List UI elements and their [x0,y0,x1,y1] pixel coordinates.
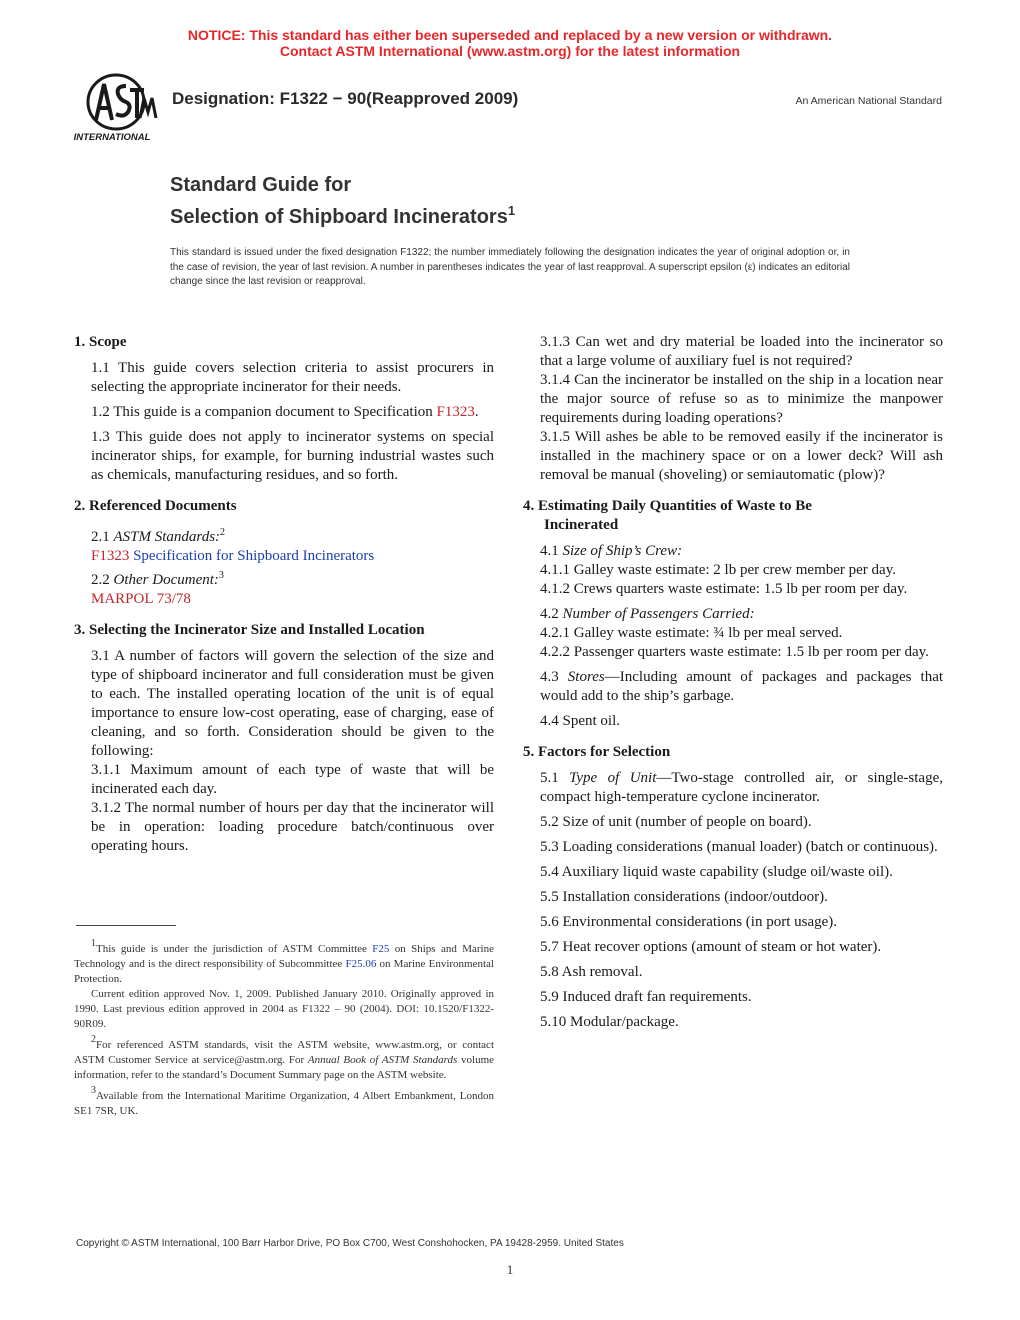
section-4-heading [523,497,943,535]
para-2-1-label: ASTM Standards: [113,529,221,545]
notice-line-1: NOTICE: This standard has either been superseded and replaced by a new version or withdrawn. [187,27,833,43]
para-5-1 [523,769,943,807]
para-4-2-1: 4.2.1 Galley waste estimate: ¾ lb per meal served. [540,625,843,641]
footnote-1-a: This guide is under the jurisdiction of ASTM Committee [96,943,373,955]
para-4-2-label: Number of Passengers Carried: [562,606,755,622]
ref-f1323-title[interactable]: Specification for Shipboard Incinerators [129,548,375,564]
para-4-3-text: —Including amount of packages and packages that would add to the ship’s garbage. [540,669,944,704]
para-4-4: 4.4 Spent oil. [540,713,621,729]
footnote-2 [74,1032,494,1083]
title-footnote-mark: 1 [507,203,516,218]
para-1-2-text: 1.2 This guide is a companion document to Specification [91,404,437,420]
footnote-divider [76,925,176,926]
footnote-2-mark: 2 [91,1034,96,1045]
para-5-1-label: Type of Unit [569,770,657,786]
footnote-3-mark: 3 [91,1085,96,1096]
para-5-1-text: —Two-stage controlled air, or single-stage, compact high-temperature cyclone incinerator. [540,770,943,805]
para-3-1: 3.1 A number of factors will govern the selection of the size and type of shipboard incinerator and full consideration must be given to each. The installed operating location of the unit is of equal importance to ensure low-cost operating, ease of charging, ease of cleaning, and so forth. Consideration should be given to the following: [91,648,494,759]
footnote-1-edition: Current edition approved Nov. 1, 2009. Published January 2010. Originally approved in 1990. Last previous edition approved in 2004 as F1322 – 90 (2004). DOI: 10.1520/F1322-90R09. [74,988,494,1030]
para-1-1: 1.1 This guide covers selection criteria to assist procurers in selecting the appropriate incinerator for their needs. [91,360,494,395]
para-4-1 [523,542,943,561]
footnote-1 [74,936,494,987]
footnote-1-b: on Ships and Marine Technology and is the direct responsibility of Subcommittee [74,943,494,970]
section-4-heading-l1: 4. Estimating Daily Quantities of Waste to Be [523,498,812,514]
para-4-2-2: 4.2.2 Passenger quarters waste estimate: 1.5 lb per room per day. [540,644,929,660]
para-2-1-num: 2.1 [91,529,114,545]
para-2-2 [74,566,494,590]
para-4-2 [523,605,943,624]
notice-line-2: Contact ASTM International (www.astm.org) for the latest information [279,43,741,59]
para-4-2-num: 4.2 [540,606,563,622]
para-4-3-num: 4.3 [540,669,568,685]
footnote-1-mark: 1 [91,938,96,949]
para-4-3 [523,668,943,706]
astm-logo [68,72,166,144]
ref-f1323-code[interactable]: F1323 [91,548,130,564]
footnote-2-italic: Annual Book of ASTM Standards [307,1054,458,1066]
para-1-2-end: . [474,404,479,420]
footnote-3 [74,1083,494,1119]
ref-marpol[interactable] [74,590,494,609]
footnote-2-a: For referenced ASTM standards, visit the ASTM website, www.astm.org, or contact ASTM Customer Service at service@astm.org. For [74,1039,494,1066]
para-3-1-3: 3.1.3 Can wet and dry material be loaded into the incinerator so that a large volume of auxiliary fuel is not required? [540,334,943,369]
title-line-1: Standard Guide for [170,174,352,196]
para-4-1-2: 4.1.2 Crews quarters waste estimate: 1.5 lb per room per day. [540,581,908,597]
withdrawal-notice [0,27,1020,59]
para-4-3-label: Stores [567,669,605,685]
f1323-link[interactable]: F1323 [436,404,475,420]
footnote-1-c: on Marine Environmental Protection. [74,958,494,985]
copyright: Copyright © ASTM International, 100 Barr Harbor Drive, PO Box C700, West Conshohocken, PA 19428-2959. United States [76,1238,624,1249]
para-2-2-sup: 3 [218,570,224,581]
para-4-1-num: 4.1 [540,543,563,559]
ref-f1323[interactable] [74,547,494,566]
para-1-3: 1.3 This guide does not apply to incinerator systems on special incinerator ships, for example, for burning industrial wastes such as chemicals, manufacturing residues, and so forth. [91,429,494,483]
f25-link[interactable]: F25 [372,943,390,955]
para-4-1-1: 4.1.1 Galley waste estimate: 2 lb per crew member per day. [540,562,896,578]
document-title [170,172,515,230]
right-column [523,333,943,1038]
para-3-1-1: 3.1.1 Maximum amount of each type of waste that will be incinerated each day. [91,762,494,797]
title-line-2 [170,198,515,230]
para-5-9: 5.9 Induced draft fan requirements. [540,989,752,1005]
para-5-3: 5.3 Loading considerations (manual loader) (batch or continuous). [540,839,938,855]
page-number: 1 [506,1262,514,1277]
section-3-heading: 3. Selecting the Incinerator Size and Installed Location [74,622,425,638]
section-1-heading: 1. Scope [74,334,127,350]
left-column [74,333,494,856]
logo-text: INTERNATIONAL [73,132,151,143]
para-5-10: 5.10 Modular/package. [540,1014,679,1030]
preamble: This standard is issued under the fixed designation F1322; the number immediately following the designation indicates the year of original adoption or, in the case of revision, the year of last revision. A number in parentheses indicates the year of last reapproval. A superscript epsilon (ε) indicates an editorial change since the last revision or reapproval. [170,247,850,287]
f25-06-link[interactable]: F25.06 [345,958,377,970]
para-5-4: 5.4 Auxiliary liquid waste capability (sludge oil/waste oil). [540,864,893,880]
section-2-heading: 2. Referenced Documents [74,498,237,514]
para-3-1-4: 3.1.4 Can the incinerator be installed on the ship in a location near the major source of refuse so as to minimize the manpower requirements during loading operations? [540,372,943,426]
para-2-2-num: 2.2 [91,572,114,588]
para-5-8: 5.8 Ash removal. [540,964,643,980]
para-5-6: 5.6 Environmental considerations (in port usage). [540,914,838,930]
section-4-heading-l2: Incinerated [544,517,619,533]
para-5-5: 5.5 Installation considerations (indoor/outdoor). [540,889,828,905]
footnotes [74,936,494,1119]
para-2-2-label: Other Document: [113,572,219,588]
section-5-heading: 5. Factors for Selection [523,744,671,760]
para-4-1-label: Size of Ship’s Crew: [562,543,683,559]
footnote-2-b: volume information, refer to the standard’s Document Summary page on the ASTM website. [74,1054,495,1081]
title-main: Selection of Shipboard Incinerators [170,206,508,228]
national-standard-label: An American National Standard [795,95,942,107]
para-3-1-5: 3.1.5 Will ashes be able to be removed easily if the incinerator is installed in the machinery space or on a lower deck? Will ash removal be manual (shoveling) or semiautomatic (plow)? [540,429,943,483]
footnote-3-text: Available from the International Maritime Organization, 4 Albert Embankment, London SE1 7SR, UK. [74,1090,494,1117]
marpol-link[interactable]: MARPOL 73/78 [91,591,191,607]
para-3-1-2: 3.1.2 The normal number of hours per day that the incinerator will be in operation: loading procedure batch/continuous over operating hours. [91,800,494,854]
designation: Designation: F1322 − 90(Reapproved 2009) [172,89,519,108]
para-2-1 [74,523,494,547]
para-5-7: 5.7 Heat recover options (amount of steam or hot water). [540,939,882,955]
para-1-2 [74,403,494,422]
para-2-1-sup: 2 [220,527,226,538]
para-5-1-num: 5.1 [540,770,570,786]
para-5-2: 5.2 Size of unit (number of people on board). [540,814,812,830]
